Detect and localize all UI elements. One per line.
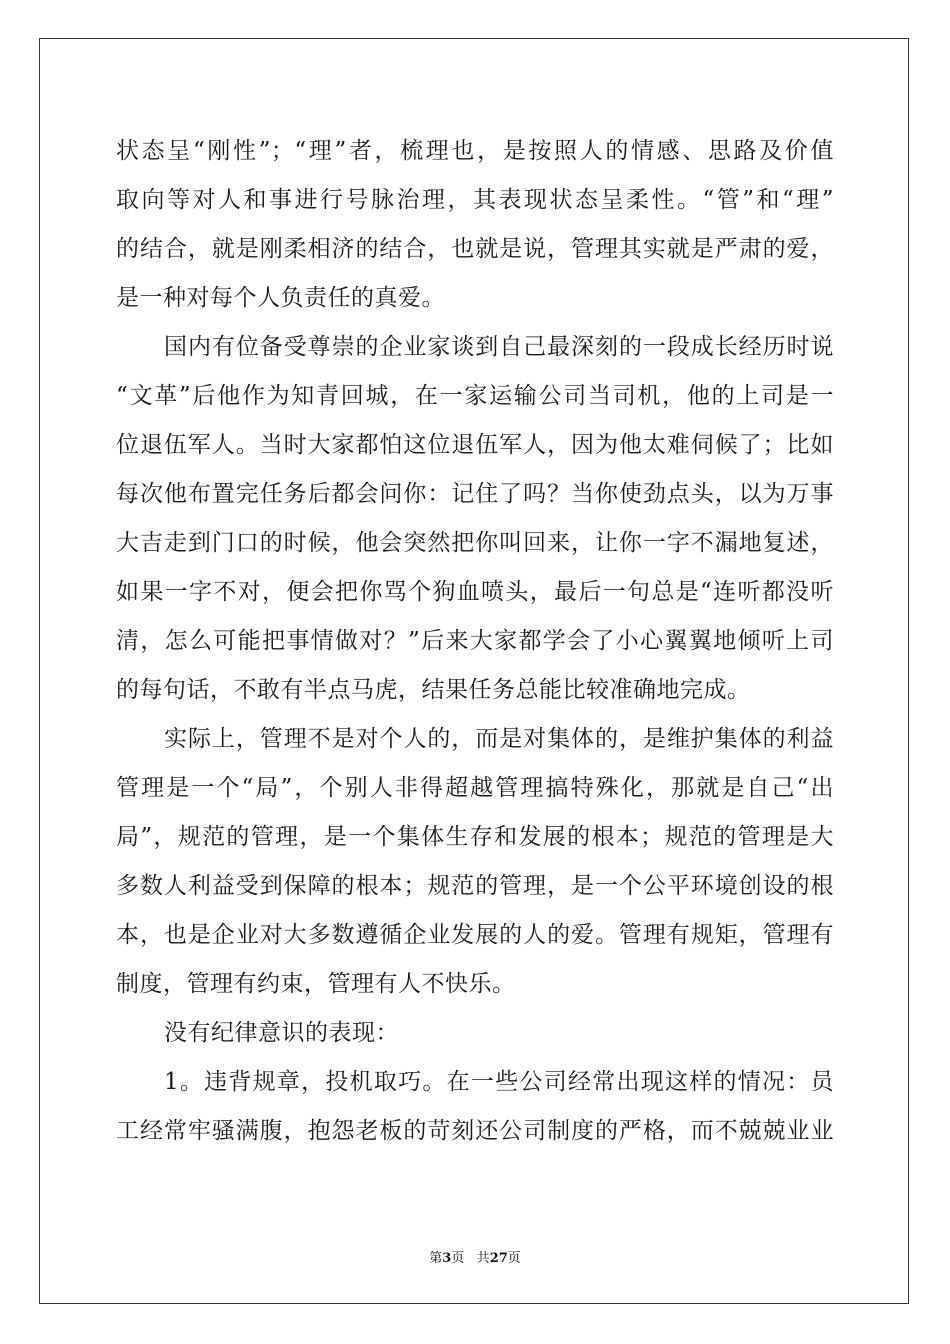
text-line: 制度，管理有约束，管理有人不快乐。 [116,971,516,997]
footer-total-prefix: 共 [476,1251,490,1266]
text-line: 位退伍军人。当时大家都怕这位退伍军人，因为他太难伺候了；比如 [116,432,834,458]
footer-total-suffix: 页 [507,1251,521,1266]
paragraph [116,715,834,1009]
text-line: 管理是一个“局”，个别人非得超越管理搞特殊化，那就是自己“出 [116,775,834,801]
text-line: 大吉走到门口的时候，他会突然把你叫回来，让你一字不漏地复述， [116,530,834,556]
text-line: 是一种对每个人负责任的真爱。 [116,285,445,311]
text-line: 国内有位备受尊崇的企业家谈到自己最深刻的一段成长经历时说 [164,334,834,360]
text-line: 取向等对人和事进行号脉治理，其表现状态呈柔性。“管”和“理” [116,187,834,213]
text-line: 的每句话，不敢有半点马虎，结果任务总能比较准确地完成。 [116,677,751,703]
page-footer [0,1247,950,1266]
paragraph [116,323,834,715]
text-line: 状态呈“刚性”；“理”者，梳理也，是按照人的情感、思路及价值 [116,138,834,164]
paragraph [116,127,834,323]
text-line: 1。违背规章，投机取巧。在一些公司经常出现这样的情况：员 [164,1069,834,1095]
paragraph [116,1009,834,1058]
paragraph [116,1058,834,1156]
current-page-number: 3 [442,1251,452,1266]
footer-page-word: 页 [451,1251,465,1266]
text-line: 局”，规范的管理，是一个集体生存和发展的根本；规范的管理是大 [116,824,834,850]
text-line: 工经常牢骚满腹，抱怨老板的苛刻还公司制度的严格，而不兢兢业业 [116,1118,834,1144]
text-line: 多数人利益受到保障的根本；规范的管理，是一个公平环境创设的根 [116,873,834,899]
text-line: 的结合，就是刚柔相济的结合，也就是说，管理其实就是严肃的爱， [116,236,834,262]
footer-prefix: 第 [429,1251,443,1266]
text-line: 清，怎么可能把事情做对？”后来大家都学会了小心翼翼地倾听上司 [116,628,834,654]
text-line: 本，也是企业对大多数遵循企业发展的人的爱。管理有规矩，管理有 [116,922,834,948]
text-line: 实际上，管理不是对个人的，而是对集体的，是维护集体的利益 [164,726,834,752]
text-line: 没有纪律意识的表现： [164,1020,399,1046]
document-body [116,127,834,1156]
total-pages-number: 27 [489,1251,508,1266]
text-line: 每次他布置完任务后都会问你：记住了吗？当你使劲点头，以为万事 [116,481,834,507]
text-line: 如果一字不对，便会把你骂个狗血喷头，最后一句总是“连听都没听 [116,579,834,605]
text-line: “文革”后他作为知青回城，在一家运输公司当司机，他的上司是一 [116,383,834,409]
